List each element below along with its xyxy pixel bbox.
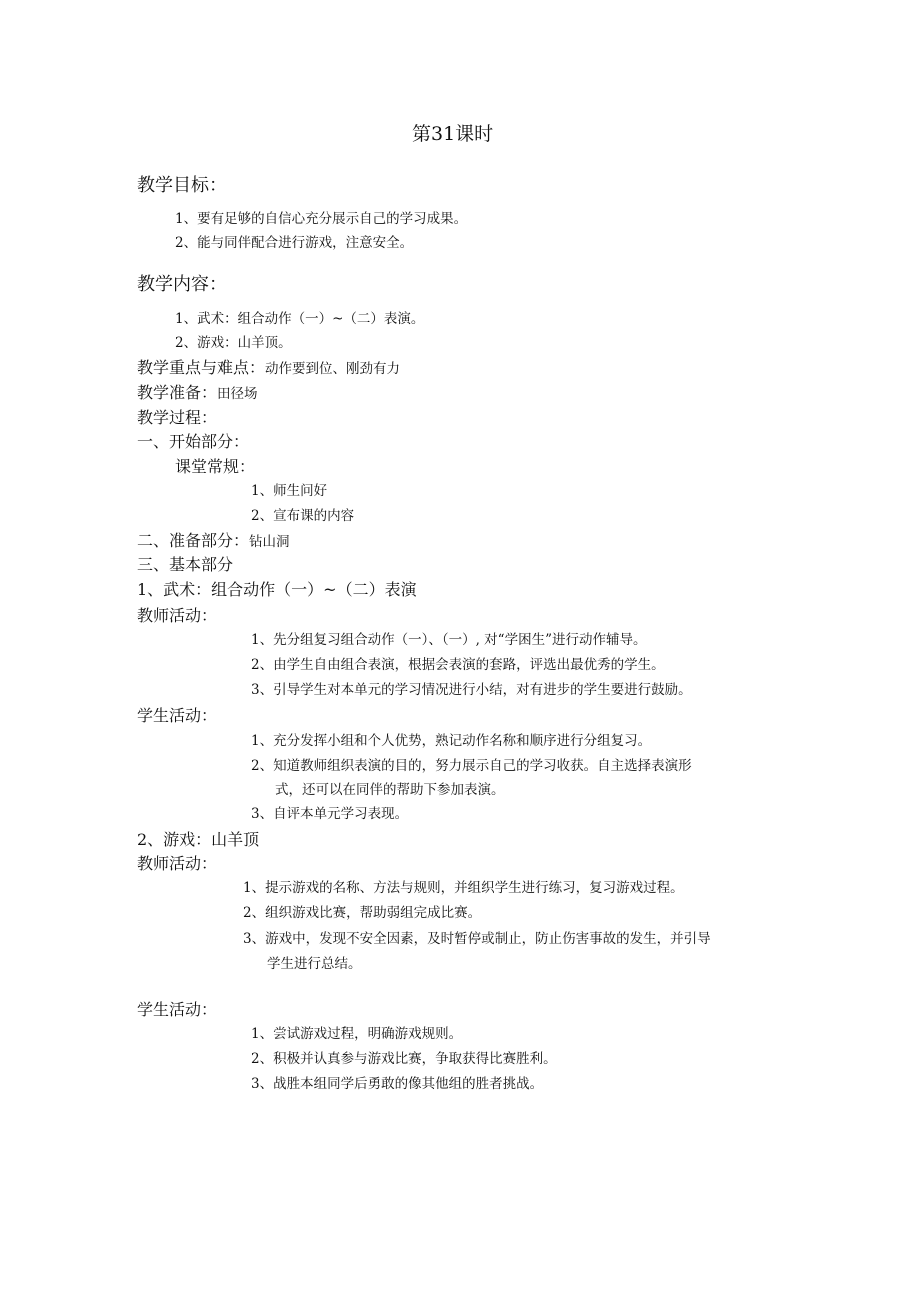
objective-item: 1、要有足够的自信心充分展示自己的学习成果。	[175, 211, 468, 227]
wushu-student-item: 1、充分发挥小组和个人优势，熟记动作名称和顺序进行分组复习。	[251, 733, 652, 749]
wushu-student-item-continued: 式，还可以在同伴的帮助下参加表演。	[275, 782, 505, 798]
preparation-text: 田径场	[217, 386, 258, 402]
content-heading: 教学内容：	[137, 274, 227, 295]
game-teacher-item: 2、组织游戏比赛，帮助弱组完成比赛。	[243, 905, 482, 921]
part2-heading: 二、准备部分：	[137, 531, 250, 550]
game-student-item: 3、战胜本组同学后勇敢的像其他组的胜者挑战。	[251, 1076, 544, 1092]
game-student-heading: 学生活动：	[137, 1000, 218, 1019]
game-teacher-item-continued: 学生进行总结。	[267, 956, 362, 972]
wushu-teacher-item: 3、引导学生对本单元的学习情况进行小结，对有进步的学生要进行鼓励。	[251, 682, 692, 698]
process-heading: 教学过程：	[137, 408, 218, 427]
game-teacher-item: 1、提示游戏的名称、方法与规则，并组织学生进行练习，复习游戏过程。	[243, 880, 684, 896]
preparation-label: 教学准备：	[137, 383, 218, 402]
key-points-label: 教学重点与难点：	[137, 358, 266, 377]
objectives-heading: 教学目标：	[137, 175, 227, 196]
content-item: 2、游戏：山羊顶。	[175, 335, 292, 351]
content-item: 1、武术：组合动作（一）~（二）表演。	[175, 311, 425, 327]
wushu-student-item: 3、自评本单元学习表现。	[251, 806, 409, 822]
preparation-line	[137, 385, 258, 402]
key-points-text: 动作要到位、刚劲有力	[265, 361, 401, 377]
wushu-student-heading: 学生活动：	[137, 706, 218, 725]
key-points-line	[137, 360, 400, 377]
part1-item: 2、宣布课的内容	[251, 508, 355, 524]
objective-item: 2、能与同伴配合进行游戏，注意安全。	[175, 235, 414, 251]
game-heading: 2、游戏：山羊顶	[137, 830, 260, 849]
part2-line	[137, 533, 290, 550]
part1-item: 1、师生问好	[251, 483, 328, 499]
wushu-teacher-item: 2、由学生自由组合表演，根据会表演的套路，评选出最优秀的学生。	[251, 657, 665, 673]
part2-text: 钻山洞	[249, 534, 290, 550]
game-student-item: 1、尝试游戏过程，明确游戏规则。	[251, 1026, 463, 1042]
page-title: 第31课时	[412, 123, 494, 145]
game-student-item: 2、积极并认真参与游戏比赛，争取获得比赛胜利。	[251, 1051, 557, 1067]
wushu-teacher-heading: 教师活动：	[137, 606, 218, 625]
game-teacher-item: 3、游戏中，发现不安全因素，及时暂停或制止，防止伤害事故的发生，并引导	[243, 931, 711, 947]
part3-heading: 三、基本部分	[137, 555, 234, 574]
wushu-student-item: 2、知道教师组织表演的目的，努力展示自己的学习收获。自主选择表演形	[251, 758, 692, 774]
part1-heading: 一、开始部分：	[137, 432, 250, 451]
wushu-teacher-item: 1、先分组复习组合动作（一）、（一）, 对“学困生”进行动作辅导。	[251, 632, 647, 648]
wushu-heading: 1、武术：组合动作（一）~（二）表演	[137, 580, 417, 599]
part1-sub: 课堂常规：	[175, 457, 256, 476]
game-teacher-heading: 教师活动：	[137, 854, 218, 873]
